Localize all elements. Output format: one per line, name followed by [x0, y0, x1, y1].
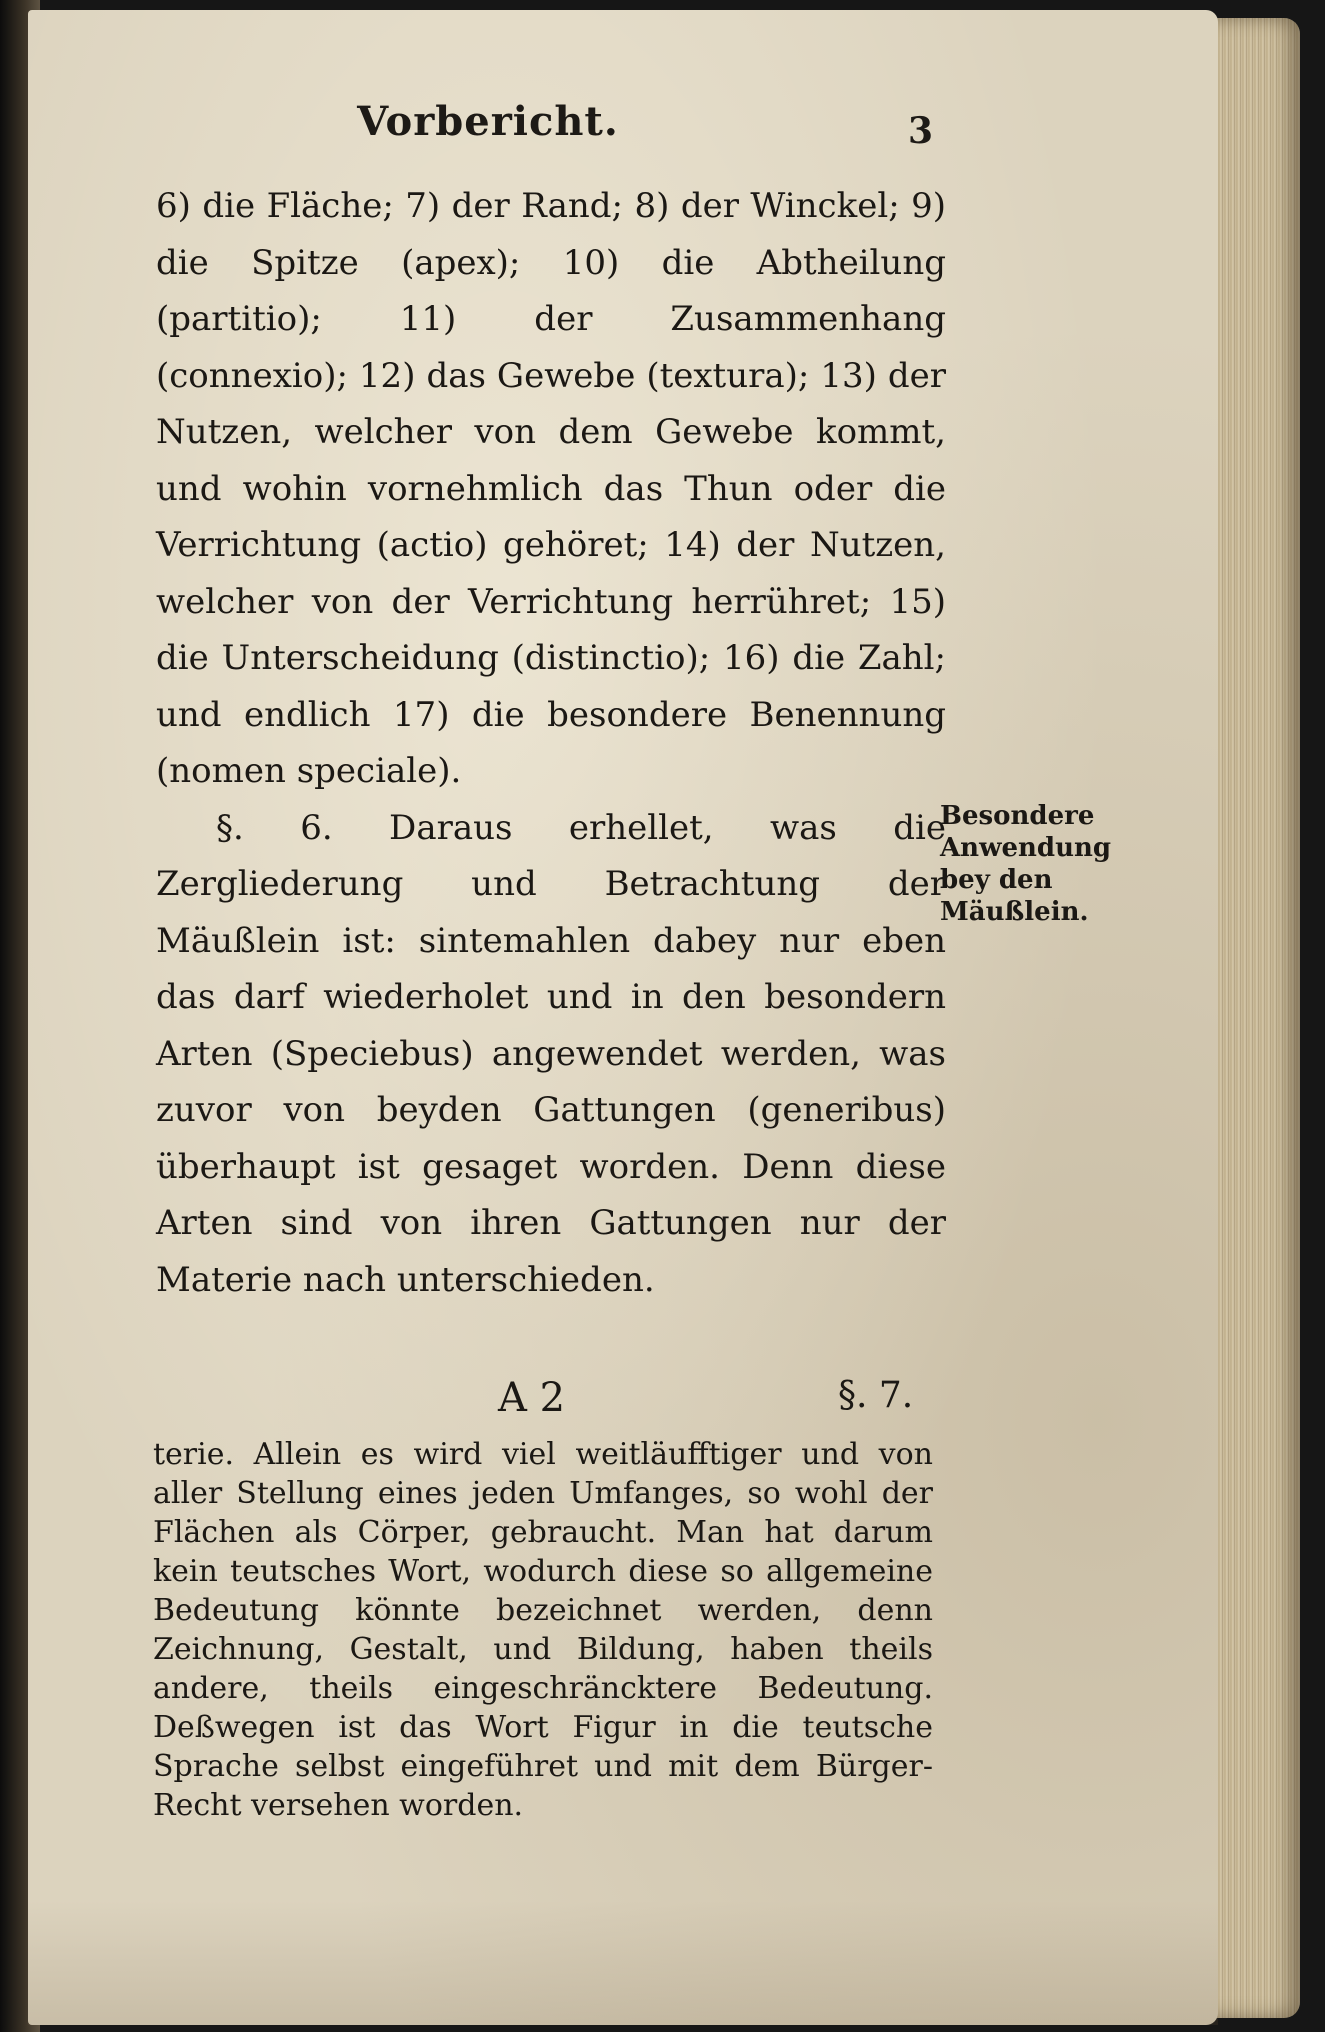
paragraph-list-continuation: 6) die Fläche; 7) der Rand; 8) der Winckel; 9) die Spitze (apex); 10) die Abtheilung (partitio); 11) der Zusammenhang (connexio); 12) das Gewebe (textura); 13) der Nutzen, welcher von dem Gewebe kommt, und wohin vornehmlich das Thun oder die Verrichtung (actio) gehöret; 14) der Nutzen, welcher von der Verrichtung herrühret; 15) die Unterscheidung (distinctio); 16) die Zahl; und endlich 17) die besondere Benennung (nomen speciale). — [156, 186, 946, 791]
book-page — [28, 10, 1218, 2025]
margin-note — [940, 800, 1120, 928]
running-header: Vorbericht. — [357, 98, 619, 145]
margin-note-line: Mäußlein. — [940, 897, 1089, 927]
main-text — [156, 178, 946, 1308]
page-number: 3 — [908, 110, 934, 152]
margin-note-line: bey den — [940, 865, 1053, 895]
paragraph-section-6: §. 6. Daraus erhellet, was die Zergliederung und Betrachtung der Mäußlein ist: sintemahlen dabey nur eben das darf wiederholet und in den besondern Arten (Speciebus) angewendet werden, was zuvor von beyden Gattungen (generibus) überhaupt ist gesaget worden. Denn diese Arten sind von ihren Gattungen nur der Materie nach unterschieden. — [156, 807, 946, 1300]
margin-note-line: Anwendung — [940, 833, 1112, 863]
page-stack-edge — [1205, 18, 1300, 2018]
margin-note-line: Besondere — [940, 801, 1095, 831]
signature-mark: A 2 — [498, 1375, 566, 1421]
bleed-through-shadow — [958, 190, 1158, 350]
footnote-text: terie. Allein es wird viel weitläufftiger und von aller Stellung eines jeden Umfanges, so wohl der Flächen als Cörper, gebraucht. Man hat darum kein teutsches Wort, wodurch diese so allgemeine Bedeutung könnte bezeichnet werden, denn Zeichnung, Gestalt, und Bildung, haben theils andere, theils eingeschräncktere Bedeutung. Deßwegen ist das Wort Figur in die teutsche Sprache selbst eingeführet und mit dem Bürger-Recht versehen worden. — [153, 1437, 933, 1823]
page-bottom-shadow — [28, 1900, 1218, 2025]
catchword: §. 7. — [838, 1375, 914, 1416]
